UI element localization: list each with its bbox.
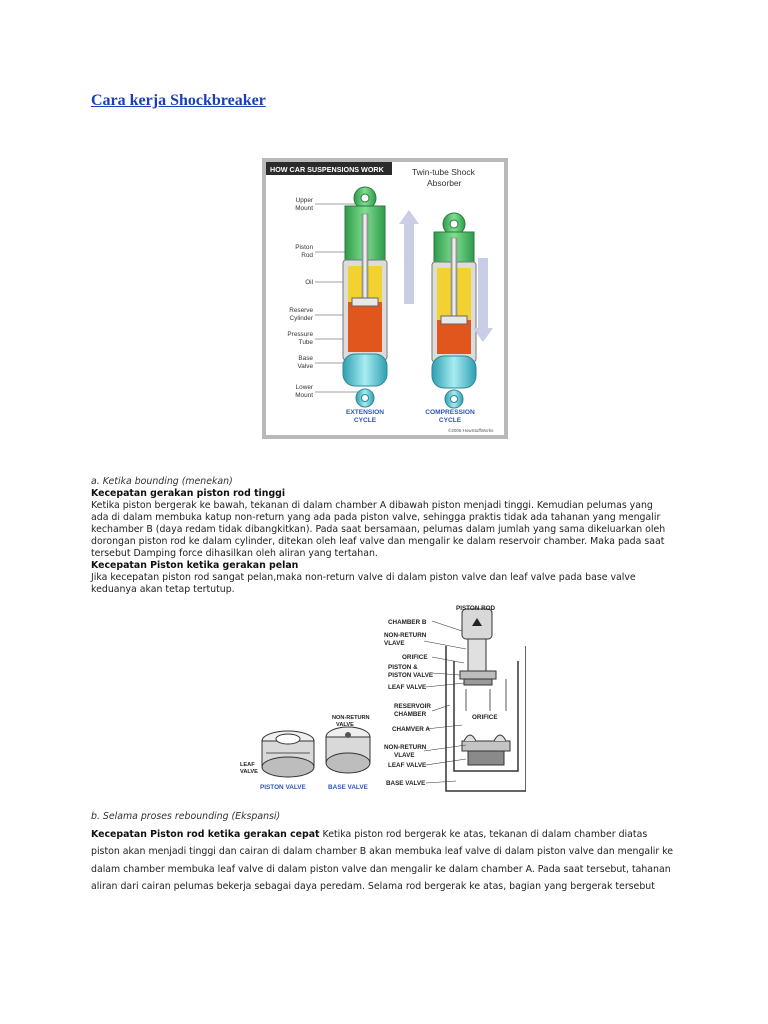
svg-text:Mount: Mount: [295, 205, 313, 212]
svg-text:Reserve: Reserve: [289, 307, 313, 314]
paragraph-line: aliran dari cairan pelumas bekerja sebagai daya peredam. Selama rod bergerak ke atas, bagian yang bergerak tersebut: [91, 881, 655, 893]
subtitle-line1: Twin-tube Shock: [412, 167, 475, 177]
svg-text:LEAF VALVE: LEAF VALVE: [388, 684, 427, 691]
svg-text:Oil: Oil: [305, 279, 313, 286]
section-a-heading: a. Ketika bounding (menekan): [91, 476, 233, 487]
paragraph-text: Ketika piston rod bergerak ke atas, tekanan di dalam chamber diatas: [322, 829, 648, 840]
base-valve-sketch: [326, 727, 370, 773]
svg-text:VALVE: VALVE: [336, 722, 354, 728]
page-title[interactable]: Cara kerja Shockbreaker: [91, 92, 266, 109]
section-a: [91, 476, 691, 596]
svg-text:PISTON &: PISTON &: [388, 664, 418, 671]
svg-text:Upper: Upper: [295, 197, 313, 204]
compression-shock: [432, 213, 476, 408]
svg-text:VLAVE: VLAVE: [384, 640, 405, 647]
paragraph-line: kechamber B (daya redam tidak dibangkitkan). Pada saat bersamaan, pelumas dalam jumlah yang sama dikeluarkan oleh: [91, 524, 666, 535]
extension-shock: [343, 187, 387, 407]
section-b-heading-block: [91, 811, 691, 823]
svg-text:CHAMBER: CHAMBER: [394, 711, 427, 718]
svg-text:BASE VALVE: BASE VALVE: [328, 784, 368, 791]
svg-text:Mount: Mount: [295, 392, 313, 399]
section-b-sub1: Kecepatan Piston rod ketika gerakan cepat: [91, 829, 320, 840]
copyright: ©2005 HowStuffWorks: [448, 428, 494, 433]
svg-text:VLAVE: VLAVE: [394, 752, 415, 759]
svg-text:EXTENSION: EXTENSION: [345, 409, 385, 416]
banner-text: HOW CAR SUSPENSIONS WORK: [270, 165, 384, 174]
svg-text:Pressure: Pressure: [287, 331, 313, 338]
piston-valve-sketch: [262, 731, 314, 777]
svg-text:CHAMBER B: CHAMBER B: [388, 619, 427, 626]
svg-text:NON-RETURN: NON-RETURN: [332, 715, 370, 721]
svg-text:Rod: Rod: [301, 252, 313, 259]
svg-text:CHAMVER A: CHAMVER A: [392, 726, 430, 733]
section-b-heading: b. Selama proses rebounding (Ekspansi): [91, 811, 281, 822]
paragraph-line: dorongan piston rod ke dalam cylinder, ditekan oleh leaf valve dan mengalir ke dalam reservoir chamber. Maka pada saat: [91, 536, 665, 547]
svg-text:PISTON ROD: PISTON ROD: [456, 605, 496, 612]
svg-text:PISTON VALVE: PISTON VALVE: [260, 784, 306, 791]
svg-text:COMPRESSION: COMPRESSION: [425, 409, 475, 416]
svg-text:ORIFICE: ORIFICE: [472, 714, 498, 721]
svg-text:LEAF: LEAF: [240, 762, 255, 768]
section-b: [91, 826, 691, 896]
paragraph-line: Jika kecepatan piston rod sangat pelan,maka non-return valve di dalam piston valve dan leaf valve pada base valve: [91, 572, 636, 583]
subtitle-line2: Absorber: [427, 178, 462, 188]
svg-text:Base: Base: [298, 355, 313, 362]
svg-text:PISTON VALVE: PISTON VALVE: [388, 672, 434, 679]
shock-absorber-illustration: [262, 158, 508, 439]
paragraph-line: [91, 826, 691, 843]
paragraph-line: Ketika piston bergerak ke bawah, tekanan di dalam chamber A dibawah piston menjadi tinggi. Kemudian pelumas yang: [91, 500, 653, 511]
svg-text:BASE VALVE: BASE VALVE: [386, 780, 426, 787]
paragraph-line: tersebut Damping force dihasilkan oleh aliran yang tertahan.: [91, 548, 378, 559]
svg-text:LEAF VALVE: LEAF VALVE: [388, 762, 427, 769]
svg-text:Valve: Valve: [297, 363, 313, 370]
svg-text:NON-RETURN: NON-RETURN: [384, 632, 427, 639]
svg-text:Piston: Piston: [295, 244, 313, 251]
paragraph-line: ada di dalam membuka katup non-return yang ada pada piston valve, sehingga praktis tidak ada tahanan yang mengalir: [91, 512, 661, 523]
svg-text:Cylinder: Cylinder: [289, 315, 313, 322]
paragraph-line: dalam chamber membuka leaf valve di dalam piston valve dan mengalir ke dalam chamber A. Pada saat tersebut, tahanan: [91, 863, 671, 875]
paragraph-line: keduanya akan tetap tertutup.: [91, 584, 235, 595]
paragraph-line: piston akan menjadi tinggi dan cairan di dalam chamber B akan membuka leaf valve di dalam piston valve dan mengalir ke: [91, 846, 674, 858]
svg-text:RESERVOIR: RESERVOIR: [394, 703, 431, 710]
svg-text:Lower: Lower: [295, 384, 313, 391]
svg-text:CYCLE: CYCLE: [438, 417, 462, 424]
svg-text:CYCLE: CYCLE: [353, 417, 377, 424]
svg-text:NON-RETURN: NON-RETURN: [384, 744, 427, 751]
svg-text:ORIFICE: ORIFICE: [402, 654, 428, 661]
section-a-sub1: Kecepatan gerakan piston rod tinggi: [91, 488, 286, 499]
svg-text:Tube: Tube: [298, 339, 313, 346]
svg-text:VALVE: VALVE: [240, 769, 258, 775]
valve-diagram: [236, 601, 526, 801]
section-a-sub2: Kecepatan Piston ketika gerakan pelan: [91, 560, 299, 571]
